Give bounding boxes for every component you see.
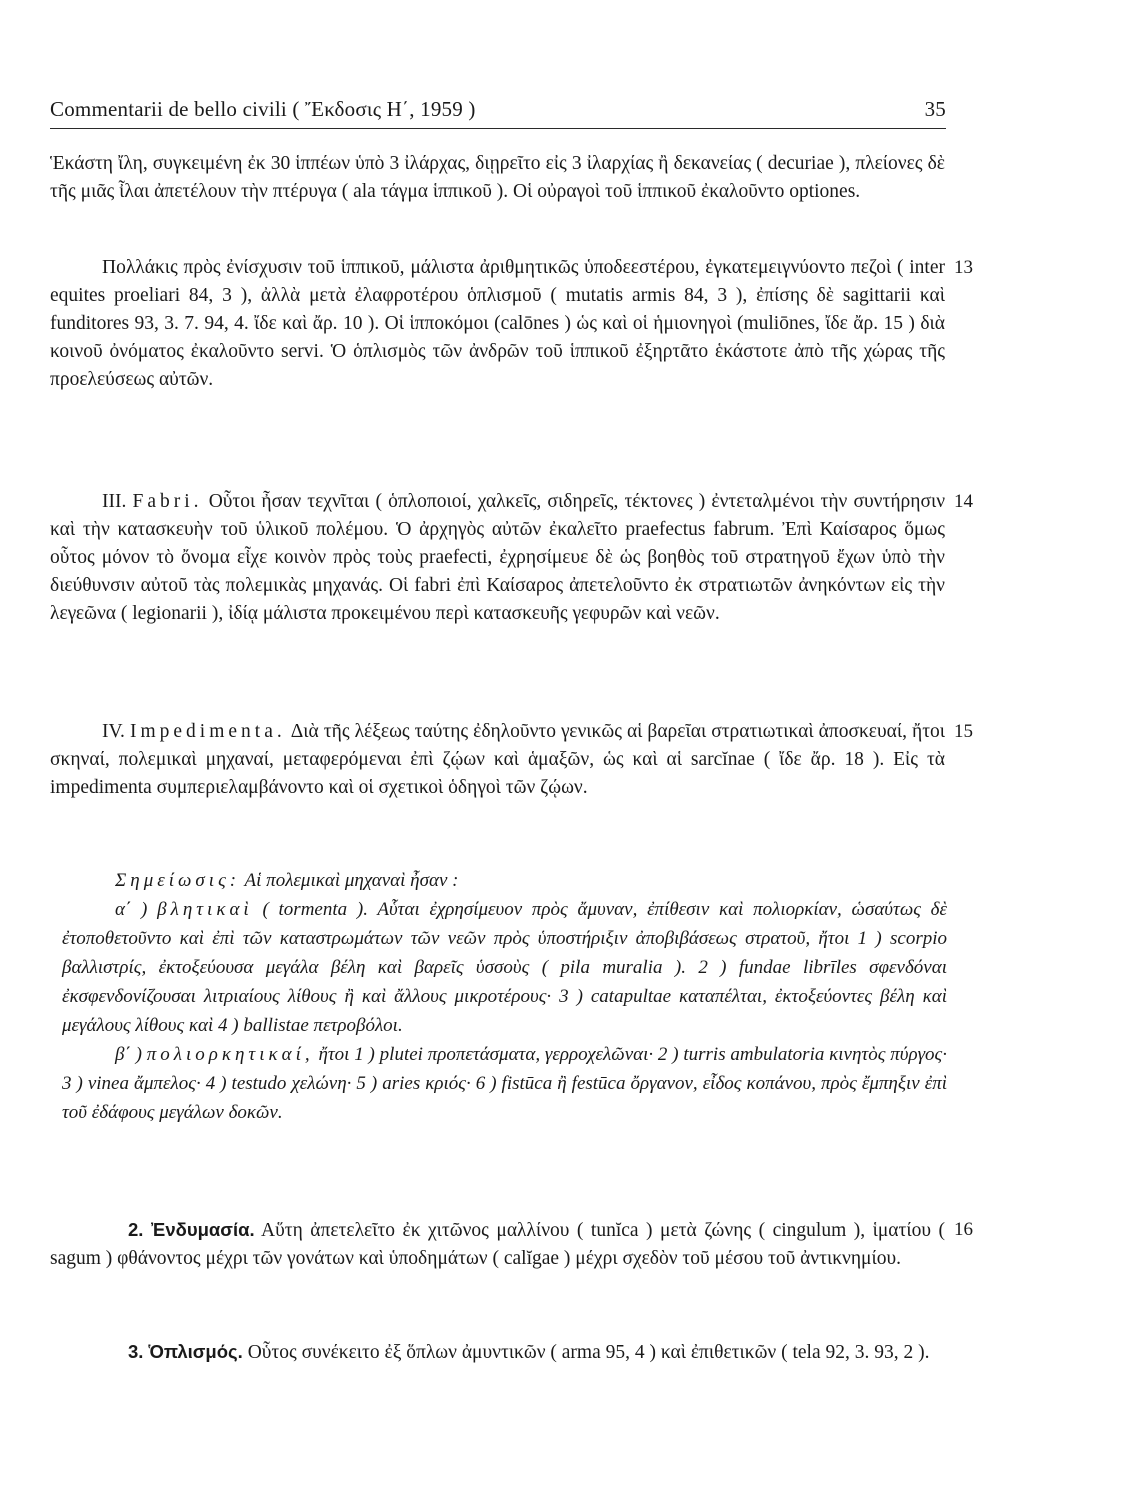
impedimenta-body: Διὰ τῆς λέξεως ταύτης ἐδηλοῦντο γενικῶς αἱ βαρεῖαι στρατιωτικαὶ ἀποσκευαί, ἤτοι σκηναί, πολεμικαὶ μηχαναί, μεταφερόμεναι ἐπὶ ζῴων καὶ ἁμαξῶν, ὡς καὶ αἱ sarcĭnae ( ἴδε ἄρ. 18 ). Εἰς τὰ impedimenta συμπεριελαμβάνοντο καὶ οἱ σχετικοὶ ὁδηγοὶ τῶν ζῴων. bbox=[50, 721, 946, 798]
section-armament bbox=[50, 1338, 945, 1367]
note-item-b-heading: πολιορκητικαί, bbox=[146, 1044, 314, 1065]
note-heading: Σημείωσις: bbox=[115, 870, 241, 891]
margin-number-13: 13 bbox=[954, 257, 973, 278]
section-label-iv: IV. bbox=[102, 721, 125, 742]
note-item-b bbox=[62, 1040, 947, 1127]
section-clothing-body: Αὕτη ἀπετελεῖτο ἐκ χιτῶνος μαλλίνου ( tunĭca ) μετὰ ζώνης ( cingulum ), ἱματίου ( sagum ) φθάνοντος μέχρι τῶν γονάτων καὶ ὑποδημάτων ( calĭgae ) μέχρι σχεδὸν τοῦ μέσου τοῦ ἀντικνημίου. bbox=[50, 1220, 945, 1269]
section-heading-fabri: Fabri. bbox=[132, 491, 203, 512]
section-clothing-text bbox=[50, 1216, 945, 1273]
margin-number-14: 14 bbox=[954, 491, 973, 512]
paragraph-impedimenta bbox=[50, 718, 945, 802]
note-heading-line bbox=[62, 866, 947, 895]
fabri-body: Οὗτοι ἦσαν τεχνῖται ( ὁπλοποιοί, χαλκεῖς, σιδηρεῖς, τέκτονες ) ἐντεταλμένοι τὴν συντήρησιν καὶ τὴν κατασκευὴν τοῦ ὑλικοῦ πολέμου. Ὁ ἀρχηγὸς αὐτῶν ἐκαλεῖτο praefectus fabrum. Ἐπὶ Καίσαρος ὅμως οὗτος μόνον τὸ ὄνομα εἶχε κοινὸν πρὸς τοὺς praefecti, ἐχρησίμευε δὲ ὡς βοηθὸς τοῦ στρατηγοῦ ἔχων ὑπὸ τὴν διεύθυνσιν αὐτοῦ τὰς πολεμικὰς μηχανάς. Οἱ fabri ἐπὶ Καίσαρος ἀπετελοῦντο ἐκ στρατιωτῶν ἀνηκόντων εἰς τὴν λεγεῶνα ( legionarii ), ἰδίᾳ μάλιστα προκειμένου περὶ κατασκευῆς γεφυρῶν καὶ νεῶν. bbox=[50, 491, 946, 624]
paragraph-fabri-text bbox=[50, 488, 945, 628]
margin-number-16: 16 bbox=[954, 1219, 973, 1240]
note-item-a bbox=[62, 895, 947, 1040]
section-label-iii: III. bbox=[102, 491, 127, 512]
section-clothing bbox=[50, 1216, 945, 1273]
paragraph-1 bbox=[50, 150, 945, 206]
paragraph-1-text: Ἑκάστη ἴλη, συγκειμένη ἐκ 30 ἱππέων ὑπὸ 3 ἰλάρχας, διῃρεῖτο εἰς 3 ἰλαρχίας ἢ δεκανείας ( decuriae ), πλείονες δὲ τῆς μιᾶς ἶλαι ἀπετέλουν τὴν πτέρυγα ( ala τάγμα ἱππικοῦ ). Οἱ οὐραγοὶ τοῦ ἱππικοῦ ἐκαλοῦντο optiones. bbox=[50, 153, 945, 202]
note-intro: Αἱ πολεμικαὶ μηχαναὶ ἦσαν : bbox=[244, 870, 459, 891]
section-armament-heading: 3. Ὁπλισμός. bbox=[128, 1341, 243, 1362]
note-item-a-label: α΄ ) bbox=[115, 899, 148, 920]
note-item-a-heading: βλητικαὶ bbox=[157, 899, 253, 920]
section-armament-body: Οὗτος συνέκειτο ἐξ ὅπλων ἀμυντικῶν ( arma 95, 4 ) καὶ ἐπιθετικῶν ( tela 92, 3. 93, 2 ). bbox=[247, 1342, 930, 1363]
paragraph-2-text: Πολλάκις πρὸς ἐνίσχυσιν τοῦ ἱππικοῦ, μάλιστα ἀριθμητικῶς ὑποδεεστέρου, ἐγκατεμειγνύοντο πεζοὶ ( inter equites proeliari 84, 3 ), ἀλλὰ μετὰ ἐλαφροτέρου ὁπλισμοῦ ( mutatis armis 84, 3 ), ἐπίσης δὲ sagittarii καὶ funditores 93, 3. 7. 94, 4. ἴδε καὶ ἄρ. 10 ). Οἱ ἱπποκόμοι (calōnes ) ὡς καὶ οἱ ἡμιονηγοὶ (muliōnes, ἴδε ἄρ. 15 ) διὰ κοινοῦ ὀνόματος ἐκαλοῦντο servi. Ὁ ὁπλισμὸς τῶν ἀνδρῶν τοῦ ἱππικοῦ ἐξηρτᾶτο ἑκάστοτε ἀπὸ τῆς χώρας τῆς προελεύσεως αὐτῶν. bbox=[50, 257, 945, 390]
note-item-b-text: ἤτοι 1 ) plutei προπετάσματα, γερροχελῶναι· 2 ) turris ambulatoria κινητὸς πύργος· 3 ) vinea ἄμπελος· 4 ) testudo χελώνη· 5 ) aries κριός· 6 ) fistūca ἢ festūca ὄργανον, εἶδος κοπάνου, πρὸς ἔμπηξιν ἐπὶ τοῦ ἐδάφους μεγάλων δοκῶν. bbox=[62, 1044, 948, 1123]
paragraph-fabri bbox=[50, 488, 945, 628]
paragraph-impedimenta-text bbox=[50, 718, 945, 802]
running-header bbox=[50, 94, 946, 129]
paragraph-2 bbox=[50, 254, 945, 394]
note-item-b-label: β΄ ) bbox=[115, 1044, 142, 1065]
note-block bbox=[62, 866, 947, 1127]
section-clothing-heading: 2. Ἐνδυμασία. bbox=[128, 1219, 255, 1240]
margin-number-15: 15 bbox=[954, 721, 973, 742]
note-item-a-text: ( tormenta ). Αὗται ἐχρησίμευον πρὸς ἄμυναν, ἐπίθεσιν καὶ πολιορκίαν, ὡσαύτως δὲ ἐτοποθετοῦντο καὶ ἐπὶ τῶν καταστρωμάτων τῶν νεῶν πρὸς ὑποστήριξιν ἀποβιβάσεως στρατοῦ, ἤτοι 1 ) scorpio βαλλιστρίς, ἐκτοξεύουσα μεγάλα βέλη καὶ βαρεῖς ὑσσοὺς ( pila muralia ). 2 ) fundae librīles σφενδόναι ἐκσφενδονίζουσαι λιτριαίους λίθους ἢ καὶ ἄλλους μικροτέρους· 3 ) catapultae καταπέλται, ἐκτοξεύοντες βέλη καὶ μεγάλους λίθους καὶ 4 ) ballistae πετροβόλοι. bbox=[62, 899, 948, 1036]
section-heading-impedimenta: Impedimenta. bbox=[129, 721, 286, 742]
page-number: 35 bbox=[924, 97, 946, 121]
section-armament-text bbox=[50, 1338, 945, 1367]
running-title: Commentarii de bello civili ( Ἔκδοσις Η΄, 1959 ) bbox=[50, 97, 476, 121]
